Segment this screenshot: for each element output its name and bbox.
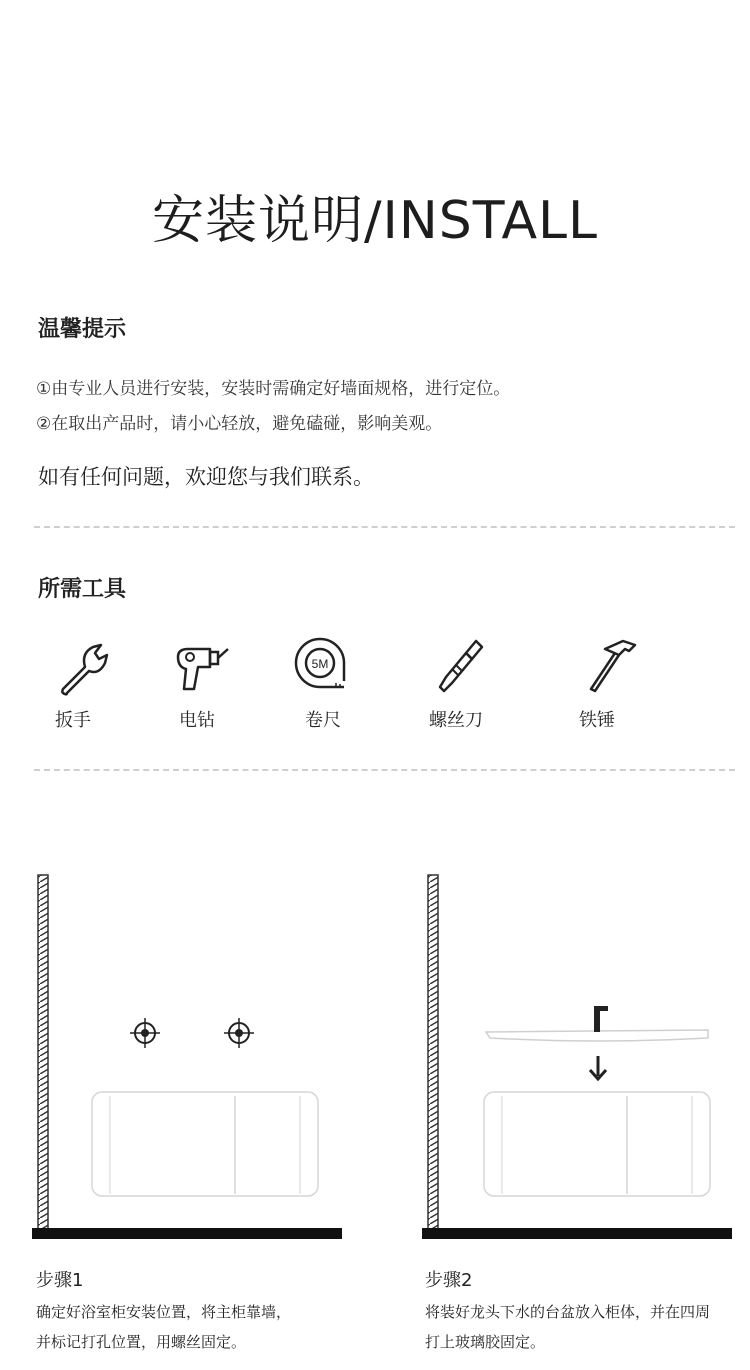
step1-title: 步骤1 <box>36 1270 84 1291</box>
tool-label-wrench: 扳手 <box>55 710 91 731</box>
vanity-cabinet <box>92 1092 318 1196</box>
tool-label-tape-measure: 卷尺 <box>305 710 341 731</box>
step2-desc-line2: 打上玻璃胶固定。 <box>425 1333 546 1351</box>
drill-mark-icon <box>224 1018 254 1048</box>
tool-label-hammer: 铁锤 <box>579 710 615 731</box>
tip-item-2: ②在取出产品时，请小心轻放，避免磕碰，影响美观。 <box>36 414 443 434</box>
floor <box>32 1228 342 1239</box>
step2-desc-line1: 将装好龙头下水的台盆放入柜体，并在四周 <box>425 1303 711 1321</box>
tool-label-screwdriver: 螺丝刀 <box>429 710 483 731</box>
contact-note: 如有任何问题，欢迎您与我们联系。 <box>38 465 374 489</box>
tools-heading: 所需工具 <box>38 577 127 602</box>
wall <box>428 875 438 1230</box>
basin-with-faucet <box>486 1006 708 1041</box>
wall <box>38 875 48 1230</box>
tape-measure-label: 5M <box>311 657 329 671</box>
section-divider <box>34 769 735 771</box>
step2-desc-clip <box>425 1297 750 1327</box>
tips-heading: 温馨提示 <box>38 317 127 342</box>
step1-illustration <box>30 870 350 1245</box>
section-divider <box>34 526 735 528</box>
hammer-icon <box>585 637 645 697</box>
step2-illustration <box>420 870 740 1245</box>
wrench-icon <box>55 637 115 697</box>
step1-desc-line2: 并标记打孔位置，用螺丝固定。 <box>36 1333 247 1351</box>
floor <box>422 1228 732 1239</box>
screwdriver-icon <box>432 637 492 697</box>
page-title: 安装说明/INSTALL <box>151 191 598 251</box>
down-arrow-icon <box>590 1056 606 1079</box>
tool-label-drill: 电钻 <box>179 710 215 731</box>
step2-title: 步骤2 <box>425 1270 473 1291</box>
drill-icon <box>172 637 232 697</box>
vanity-cabinet <box>484 1092 710 1196</box>
step1-desc-line1: 确定好浴室柜安装位置，将主柜靠墙， <box>36 1303 292 1321</box>
tip-item-1: ①由专业人员进行安装，安装时需确定好墙面规格，进行定位。 <box>36 379 511 399</box>
drill-mark-icon <box>130 1018 160 1048</box>
tape-measure-icon <box>292 637 352 697</box>
